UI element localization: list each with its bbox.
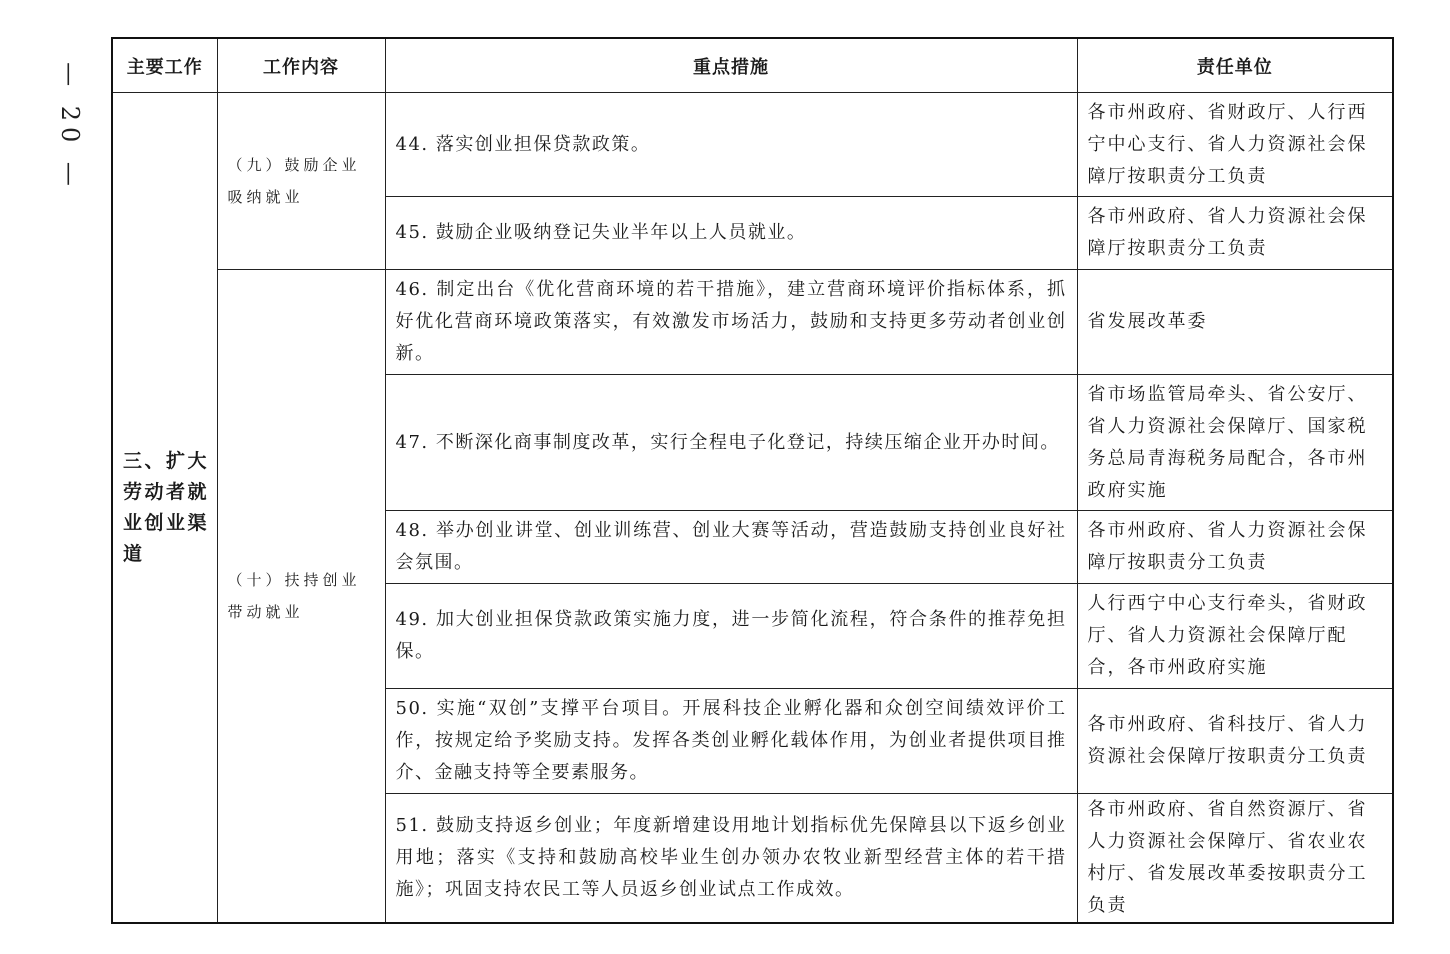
- main-work-cell: 三、扩大劳动者就业创业渠道: [112, 93, 217, 924]
- page-number: [50, 62, 90, 192]
- unit-cell: 各市州政府、省人力资源社会保障厅按职责分工负责: [1077, 511, 1393, 584]
- header-responsible-unit: 责任单位: [1077, 38, 1393, 93]
- work-content-cell: （十）扶持创业带动就业: [217, 270, 385, 924]
- table-row: [112, 270, 1393, 375]
- measure-cell: 51. 鼓励支持返乡创业；年度新增建设用地计划指标优先保障县以下返乡创业用地；落实《支持和鼓励高校毕业生创办领办农牧业新型经营主体的若干措施》；巩固支持农民工等人员返乡创业试点工作成效。: [385, 794, 1077, 924]
- measure-cell: 45. 鼓励企业吸纳登记失业半年以上人员就业。: [385, 197, 1077, 270]
- unit-cell: 各市州政府、省财政厅、人行西宁中心支行、省人力资源社会保障厅按职责分工负责: [1077, 93, 1393, 197]
- page-number-text: — 20 —: [56, 62, 85, 192]
- measures-table: [111, 37, 1394, 924]
- table-row: [112, 93, 1393, 197]
- measure-cell: 47. 不断深化商事制度改革，实行全程电子化登记，持续压缩企业开办时间。: [385, 375, 1077, 511]
- unit-cell: 省市场监管局牵头、省公安厅、省人力资源社会保障厅、国家税务总局青海税务局配合，各市州政府实施: [1077, 375, 1393, 511]
- measure-cell: 49. 加大创业担保贷款政策实施力度，进一步简化流程，符合条件的推荐免担保。: [385, 584, 1077, 689]
- header-key-measures: 重点措施: [385, 38, 1077, 93]
- work-content-cell: （九）鼓励企业吸纳就业: [217, 93, 385, 270]
- header-row: [112, 38, 1393, 93]
- measure-cell: 44. 落实创业担保贷款政策。: [385, 93, 1077, 197]
- unit-cell: 各市州政府、省科技厅、省人力资源社会保障厅按职责分工负责: [1077, 689, 1393, 794]
- unit-cell: 各市州政府、省人力资源社会保障厅按职责分工负责: [1077, 197, 1393, 270]
- unit-cell: 各市州政府、省自然资源厅、省人力资源社会保障厅、省农业农村厅、省发展改革委按职责分工负责: [1077, 794, 1393, 924]
- measure-cell: 48. 举办创业讲堂、创业训练营、创业大赛等活动，营造鼓励支持创业良好社会氛围。: [385, 511, 1077, 584]
- header-main-work: 主要工作: [112, 38, 217, 93]
- measure-cell: 50. 实施“双创”支撑平台项目。开展科技企业孵化器和众创空间绩效评价工作，按规定给予奖励支持。发挥各类创业孵化载体作用，为创业者提供项目推介、金融支持等全要素服务。: [385, 689, 1077, 794]
- unit-cell: 人行西宁中心支行牵头，省财政厅、省人力资源社会保障厅配合，各市州政府实施: [1077, 584, 1393, 689]
- header-work-content: 工作内容: [217, 38, 385, 93]
- unit-cell: 省发展改革委: [1077, 270, 1393, 375]
- measure-cell: 46. 制定出台《优化营商环境的若干措施》，建立营商环境评价指标体系，抓好优化营商环境政策落实，有效激发市场活力，鼓励和支持更多劳动者创业创新。: [385, 270, 1077, 375]
